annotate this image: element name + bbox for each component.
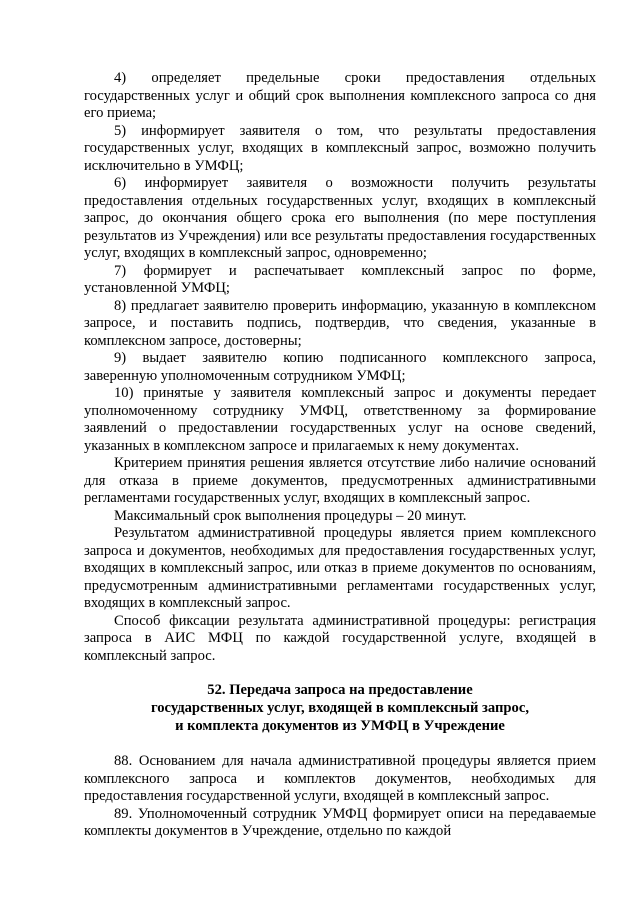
paragraph-fixation: Способ фиксации результата административной процедуры: регистрация запроса в АИС МФЦ по каждой государственной услуге, входящей в комплексный запрос.	[84, 612, 596, 664]
section-heading-line-2: государственных услуг, входящей в комплексный запрос,	[151, 700, 529, 716]
paragraph-item-10: 10) принятые у заявителя комплексный запрос и документы передает уполномоченному сотруднику УМФЦ, ответственному за формирование заявлений о предоставлении государственных услуг на основе сведений, указанных в комплексном запросе и прилагаемых к нему документах.	[84, 385, 596, 454]
section-heading	[84, 681, 596, 735]
paragraph-max-time: Максимальный срок выполнения процедуры – 20 минут.	[114, 507, 467, 524]
paragraph-item-6: 6) информирует заявителя о возможности получить результаты предоставления отдельных государственных услуг, входящих в комплексный запрос, до окончания общего срока его выполнения (по мере поступления результатов из Учреждения) или все результаты предоставления государственных услуг, входящих в комплексный запрос, одновременно;	[84, 175, 596, 261]
document-page	[84, 70, 596, 841]
paragraph-result: Результатом административной процедуры является прием комплексного запроса и документов, необходимых для предоставления государственных услуг, входящих в комплексный запрос, или отказ в приеме документов по основаниям, предусмотренным административными регламентами государственных услуг, входящих в комплексный запрос.	[84, 525, 596, 611]
paragraph-item-7: 7) формирует и распечатывает комплексный запрос по форме, установленной УМФЦ;	[84, 262, 596, 296]
section-heading-line-1: 52. Передача запроса на предоставление	[207, 682, 473, 698]
paragraph-item-4: 4) определяет предельные сроки предоставления отдельных государственных услуг и общий срок выполнения комплексного запроса со дня его приема;	[84, 70, 596, 121]
paragraph-88: 88. Основанием для начала административной процедуры является прием комплексного запроса и комплектов документов, необходимых для предоставления государственной услуги, входящей в комплексный запрос.	[84, 753, 596, 804]
section-heading-line-3: и комплекта документов из УМФЦ в Учреждение	[175, 718, 505, 734]
paragraph-item-5: 5) информирует заявителя о том, что результаты предоставления государственных услуг, входящих в комплексный запрос, возможно получить исключительно в УМФЦ;	[84, 122, 596, 174]
paragraph-item-9: 9) выдает заявителю копию подписанного комплексного запроса, заверенную уполномоченным сотрудником УМФЦ;	[84, 350, 596, 384]
paragraph-item-8: 8) предлагает заявителю проверить информацию, указанную в комплексном запросе, и поставить подпись, подтвердив, что сведения, указанные в комплексном запросе, достоверны;	[84, 297, 596, 349]
paragraph-criterion: Критерием принятия решения является отсутствие либо наличие оснований для отказа в приеме документов, предусмотренных административными регламентами государственных услуг, входящих в комплексный запрос.	[84, 455, 596, 506]
paragraph-89: 89. Уполномоченный сотрудник УМФЦ формирует описи на передаваемые комплекты документов в Учреждение, отдельно по каждой	[84, 805, 596, 839]
